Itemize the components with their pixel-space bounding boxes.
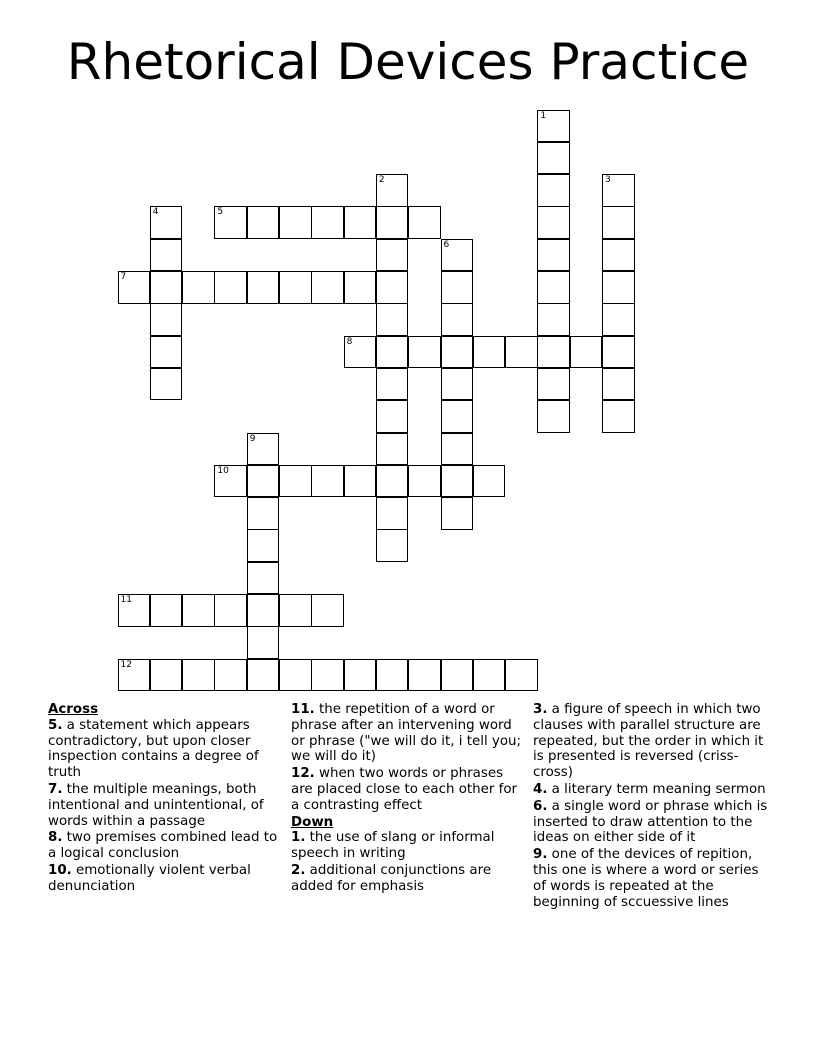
grid-cell[interactable] bbox=[376, 271, 409, 304]
grid-cell[interactable] bbox=[537, 206, 570, 239]
clues-column-1 bbox=[48, 702, 284, 896]
clue-across-8 bbox=[48, 830, 284, 862]
grid-cell[interactable] bbox=[344, 336, 377, 369]
grid-cell[interactable] bbox=[214, 206, 247, 239]
grid-cell[interactable] bbox=[602, 303, 635, 336]
grid-cell[interactable] bbox=[376, 465, 409, 498]
clue-down-4 bbox=[533, 782, 769, 798]
grid-cell[interactable] bbox=[118, 659, 151, 692]
grid-cell[interactable] bbox=[602, 368, 635, 401]
grid-cell[interactable] bbox=[118, 271, 151, 304]
clue-number: 12. bbox=[291, 766, 315, 782]
clue-across-7 bbox=[48, 782, 284, 829]
clue-text: when two words or phrases are placed close to each other for a contrasting effect bbox=[291, 766, 518, 813]
grid-cell[interactable] bbox=[537, 142, 570, 175]
grid-cell[interactable] bbox=[150, 659, 183, 692]
grid-cell[interactable] bbox=[473, 336, 506, 369]
grid-cell[interactable] bbox=[182, 659, 215, 692]
grid-cell[interactable] bbox=[247, 562, 280, 595]
grid-cell[interactable] bbox=[602, 174, 635, 207]
grid-cell[interactable] bbox=[537, 174, 570, 207]
clue-number: 9. bbox=[533, 847, 548, 863]
across-heading: Across bbox=[48, 702, 99, 717]
clue-down-9 bbox=[533, 847, 769, 910]
cell-number: 11 bbox=[120, 595, 132, 605]
grid-cell[interactable] bbox=[473, 659, 506, 692]
grid-cell[interactable] bbox=[182, 594, 215, 627]
clue-across-5 bbox=[48, 718, 284, 781]
clue-number: 4. bbox=[533, 781, 548, 797]
grid-cell[interactable] bbox=[376, 303, 409, 336]
clue-text: two premises combined lead to a logical conclusion bbox=[48, 830, 278, 862]
grid-cell[interactable] bbox=[279, 465, 312, 498]
cell-number: 7 bbox=[120, 272, 127, 282]
grid-cell[interactable] bbox=[150, 206, 183, 239]
cell-number: 5 bbox=[217, 207, 224, 218]
grid-cell[interactable] bbox=[537, 110, 570, 143]
grid-cell[interactable] bbox=[408, 336, 441, 369]
grid-cell[interactable] bbox=[441, 368, 474, 401]
grid-cell[interactable] bbox=[214, 271, 247, 304]
grid-cell[interactable] bbox=[602, 239, 635, 272]
clue-text: emotionally violent verbal denunciation bbox=[48, 862, 251, 894]
grid-cell[interactable] bbox=[602, 400, 635, 433]
cell-number: 4 bbox=[152, 207, 159, 218]
grid-cell[interactable] bbox=[150, 336, 183, 369]
grid-cell[interactable] bbox=[376, 529, 409, 562]
grid-cell[interactable] bbox=[441, 465, 474, 498]
grid-cell[interactable] bbox=[376, 368, 409, 401]
cell-number: 10 bbox=[217, 465, 229, 476]
grid-cell[interactable] bbox=[473, 465, 506, 498]
clue-text: the repetition of a word or phrase after an intervening word or phrase ("we will do it, i tell you; we will do it) bbox=[291, 702, 522, 765]
cell-number: 12 bbox=[120, 659, 132, 670]
grid-cell[interactable] bbox=[376, 400, 409, 433]
grid-cell[interactable] bbox=[150, 271, 183, 304]
grid-cell[interactable] bbox=[441, 239, 474, 272]
clue-number: 8. bbox=[48, 830, 63, 846]
clue-number: 5. bbox=[48, 717, 63, 733]
grid-cell[interactable] bbox=[344, 659, 377, 692]
cell-number: 2 bbox=[378, 175, 385, 186]
clue-down-2 bbox=[291, 863, 527, 895]
grid-cell[interactable] bbox=[505, 336, 538, 369]
cell-number: 3 bbox=[605, 175, 611, 186]
clue-text: additional conjunctions are added for emphasis bbox=[291, 862, 492, 894]
clue-text: a single word or phrase which is inserted to draw attention to the ideas on either side of it bbox=[533, 798, 768, 846]
grid-cell[interactable] bbox=[182, 271, 215, 304]
grid-cell[interactable] bbox=[279, 271, 312, 304]
grid-cell[interactable] bbox=[150, 303, 183, 336]
grid-cell[interactable] bbox=[118, 594, 151, 627]
grid-cell[interactable] bbox=[247, 594, 280, 627]
cell-number: 9 bbox=[249, 433, 256, 444]
grid-cell[interactable] bbox=[214, 465, 247, 498]
grid-cell[interactable] bbox=[441, 659, 474, 692]
clue-down-3 bbox=[533, 702, 769, 781]
grid-cell[interactable] bbox=[441, 271, 474, 304]
grid-cell[interactable] bbox=[247, 465, 280, 498]
clue-number: 2. bbox=[291, 862, 306, 878]
grid-cell[interactable] bbox=[311, 465, 344, 498]
grid-cell[interactable] bbox=[537, 368, 570, 401]
grid-cell[interactable] bbox=[247, 433, 280, 466]
grid-cell[interactable] bbox=[247, 206, 280, 239]
grid-cell[interactable] bbox=[247, 529, 280, 562]
cell-number: 1 bbox=[540, 110, 547, 121]
grid-cell[interactable] bbox=[408, 465, 441, 498]
grid-cell[interactable] bbox=[376, 174, 409, 207]
grid-cell[interactable] bbox=[537, 271, 570, 304]
grid-cell[interactable] bbox=[537, 239, 570, 272]
grid-cell[interactable] bbox=[408, 206, 441, 239]
clue-text: a figure of speech in which two clauses with parallel structure are repeated, but the order in which it is presented is reversed (criss-cross) bbox=[533, 702, 764, 781]
grid-cell[interactable] bbox=[311, 594, 344, 627]
clues-column-2 bbox=[291, 702, 527, 896]
grid-cell[interactable] bbox=[505, 659, 538, 692]
grid-cell[interactable] bbox=[150, 594, 183, 627]
clue-text: the use of slang or informal speech in writing bbox=[291, 830, 495, 862]
down-heading: Down bbox=[291, 814, 334, 830]
grid-cell[interactable] bbox=[279, 206, 312, 239]
clue-number: 7. bbox=[48, 781, 63, 797]
grid-cell[interactable] bbox=[247, 626, 280, 659]
clue-text: the multiple meanings, both intentional and unintentional, of words within a passage bbox=[48, 781, 264, 829]
grid-cell[interactable] bbox=[441, 497, 474, 530]
clue-text: one of the devices of repition, this one is where a word or series of words is repeated at the beginning of sccuessive lines bbox=[533, 847, 759, 910]
grid-cell[interactable] bbox=[537, 336, 570, 369]
clue-text: a statement which appears contradictory, but upon closer inspection contains a degree of truth bbox=[48, 717, 259, 781]
grid-cell[interactable] bbox=[247, 659, 280, 692]
grid-cell[interactable] bbox=[537, 303, 570, 336]
grid-cell[interactable] bbox=[602, 271, 635, 304]
grid-cell[interactable] bbox=[214, 659, 247, 692]
grid-cell[interactable] bbox=[214, 594, 247, 627]
clue-down-6 bbox=[533, 799, 769, 846]
cell-number: 8 bbox=[346, 336, 353, 347]
clue-down-1 bbox=[291, 830, 527, 862]
grid-cell[interactable] bbox=[247, 497, 280, 530]
grid-cell[interactable] bbox=[279, 594, 312, 627]
clues-column-3 bbox=[533, 702, 769, 911]
grid-cell[interactable] bbox=[311, 206, 344, 239]
grid-cell[interactable] bbox=[376, 433, 409, 466]
clue-number: 3. bbox=[533, 702, 548, 717]
grid-cell[interactable] bbox=[441, 303, 474, 336]
grid-cell[interactable] bbox=[376, 497, 409, 530]
cell-number: 6 bbox=[443, 239, 450, 250]
clue-across-11 bbox=[291, 702, 527, 765]
grid-cell[interactable] bbox=[150, 239, 183, 272]
grid-cell[interactable] bbox=[344, 206, 377, 239]
grid-cell[interactable] bbox=[602, 336, 635, 369]
grid-cell[interactable] bbox=[441, 433, 474, 466]
grid-cell[interactable] bbox=[570, 336, 603, 369]
clue-number: 1. bbox=[291, 830, 306, 846]
page-title: Rhetorical Devices Practice bbox=[66, 33, 750, 91]
grid-cell[interactable] bbox=[408, 659, 441, 692]
clue-number: 10. bbox=[48, 862, 72, 878]
clue-across-12 bbox=[291, 766, 527, 813]
grid-cell[interactable] bbox=[150, 368, 183, 401]
grid-cell[interactable] bbox=[311, 659, 344, 692]
clue-number: 11. bbox=[291, 702, 315, 717]
grid-cell[interactable] bbox=[376, 659, 409, 692]
grid-cell[interactable] bbox=[602, 206, 635, 239]
clue-across-10 bbox=[48, 863, 284, 895]
grid-cell[interactable] bbox=[247, 271, 280, 304]
grid-cell[interactable] bbox=[537, 400, 570, 433]
grid-cell[interactable] bbox=[279, 659, 312, 692]
grid-cell[interactable] bbox=[311, 271, 344, 304]
grid-cell[interactable] bbox=[376, 336, 409, 369]
clue-text: a literary term meaning sermon bbox=[551, 781, 766, 797]
grid-cell[interactable] bbox=[376, 206, 409, 239]
grid-cell[interactable] bbox=[376, 239, 409, 272]
grid-cell[interactable] bbox=[441, 400, 474, 433]
clue-number: 6. bbox=[533, 798, 548, 814]
grid-cell[interactable] bbox=[441, 336, 474, 369]
grid-cell[interactable] bbox=[344, 465, 377, 498]
grid-cell[interactable] bbox=[344, 271, 377, 304]
